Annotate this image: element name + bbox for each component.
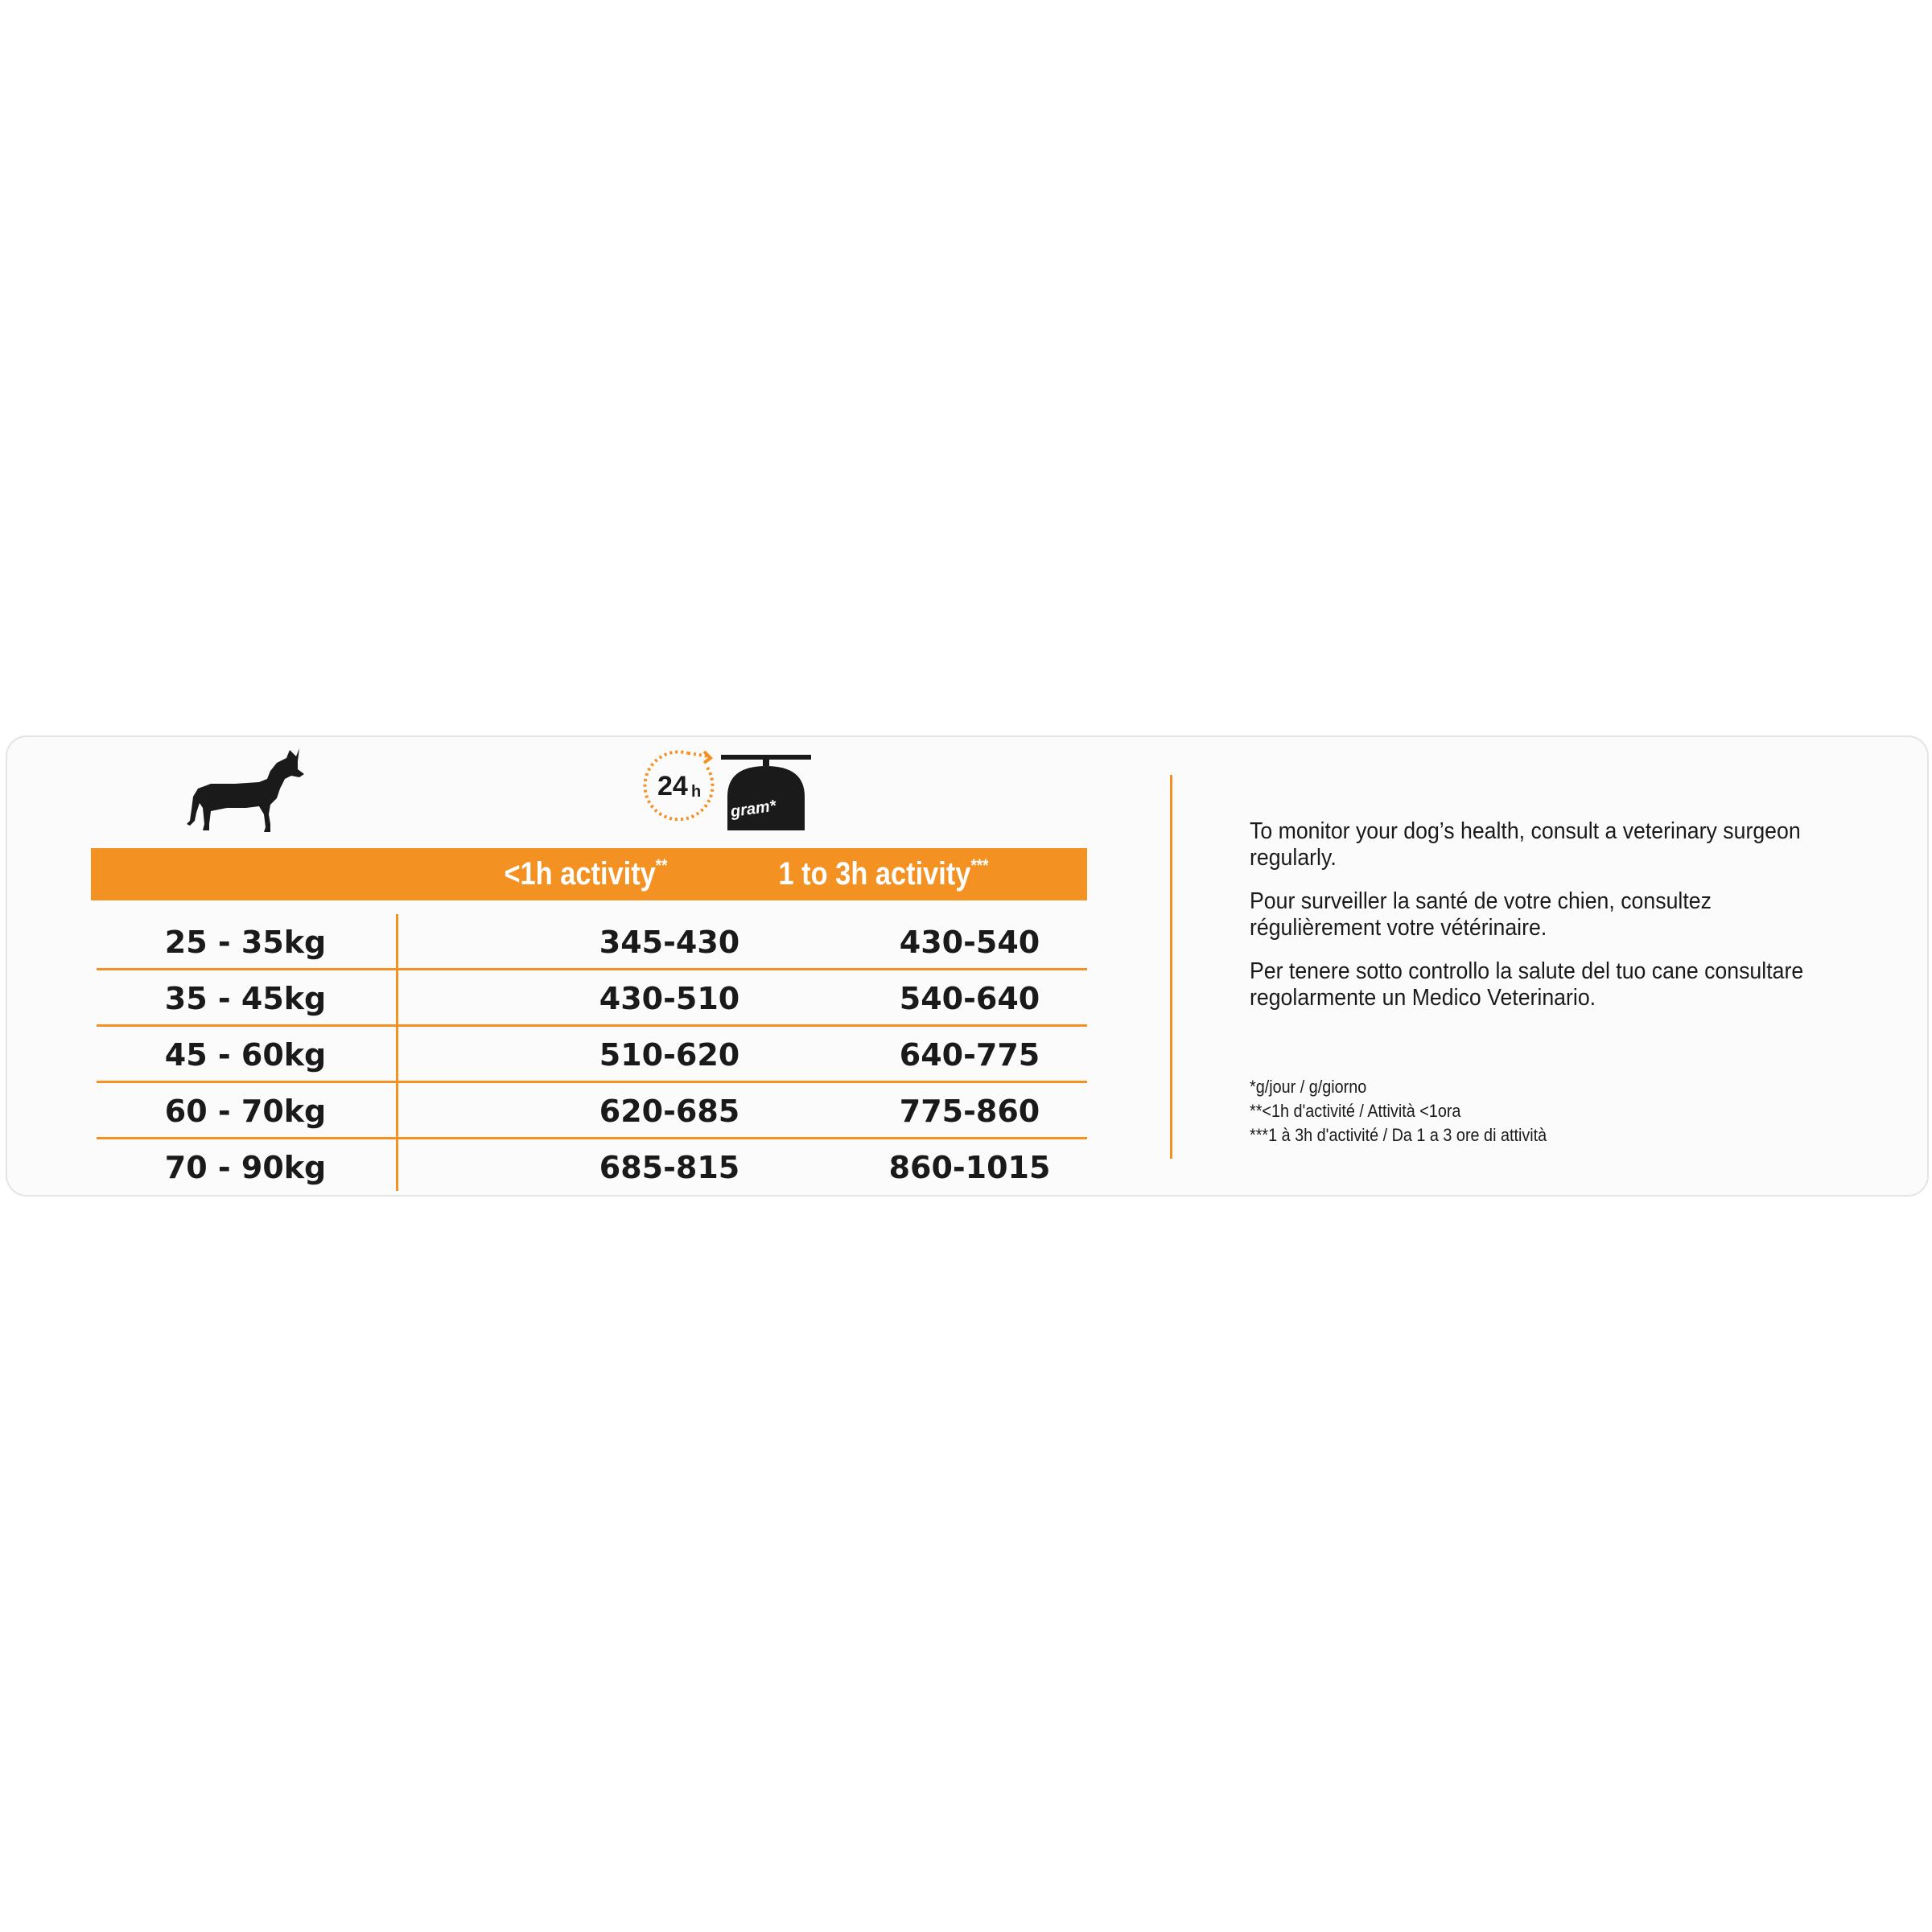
low-activity-cell: 345-430	[599, 925, 740, 960]
header-low-activity: <1h activity**	[504, 855, 668, 892]
table-row	[97, 1139, 1087, 1196]
table-row	[97, 1027, 1087, 1083]
clock-24h-icon	[640, 745, 720, 826]
column-divider	[396, 914, 398, 1191]
table-header-bar	[91, 848, 1087, 900]
weight-cell: 45 - 60kg	[164, 1037, 327, 1073]
low-activity-cell: 620-685	[599, 1094, 740, 1129]
table-row	[97, 970, 1087, 1027]
info-text-fr: Pour surveiller la santé de votre chien, consultez régulièrement votre vétérinaire.	[1250, 888, 1712, 941]
section-divider	[1170, 775, 1172, 1159]
info-text-en: To monitor your dog’s health, consult a veterinary surgeon regularly.	[1250, 818, 1801, 871]
low-activity-cell: 510-620	[599, 1037, 740, 1073]
weight-cell: 25 - 35kg	[164, 925, 327, 960]
header-high-activity: 1 to 3h activity***	[778, 855, 989, 892]
high-activity-cell: 540-640	[899, 981, 1040, 1016]
footnote-unit: *g/jour / g/giorno	[1250, 1077, 1367, 1097]
info-text-it: Per tenere sotto controllo la salute del tuo cane consultare regolarmente un Medico Veterinario.	[1250, 958, 1804, 1011]
clock-label: 24	[657, 771, 688, 801]
weight-cell: 35 - 45kg	[164, 981, 327, 1016]
table-row	[97, 914, 1087, 970]
high-activity-cell: 860-1015	[888, 1150, 1051, 1185]
high-activity-cell: 640-775	[899, 1037, 1040, 1073]
table-row	[97, 1083, 1087, 1139]
low-activity-cell: 685-815	[599, 1150, 740, 1185]
clock-unit: h	[691, 783, 702, 801]
weight-cell: 60 - 70kg	[164, 1094, 327, 1129]
weight-cell: 70 - 90kg	[164, 1150, 327, 1185]
low-activity-cell: 430-510	[599, 981, 740, 1016]
food-bowl-icon	[721, 753, 811, 830]
high-activity-cell: 775-860	[899, 1094, 1040, 1129]
high-activity-cell: 430-540	[899, 925, 1040, 960]
bowl-label: gram*	[729, 797, 777, 822]
footnote-low-activity: **<1h d'activité / Attività <1ora	[1250, 1101, 1461, 1121]
dog-silhouette-icon	[187, 747, 306, 834]
footnote-high-activity: ***1 à 3h d'activité / Da 1 a 3 ore di attività	[1250, 1125, 1547, 1145]
